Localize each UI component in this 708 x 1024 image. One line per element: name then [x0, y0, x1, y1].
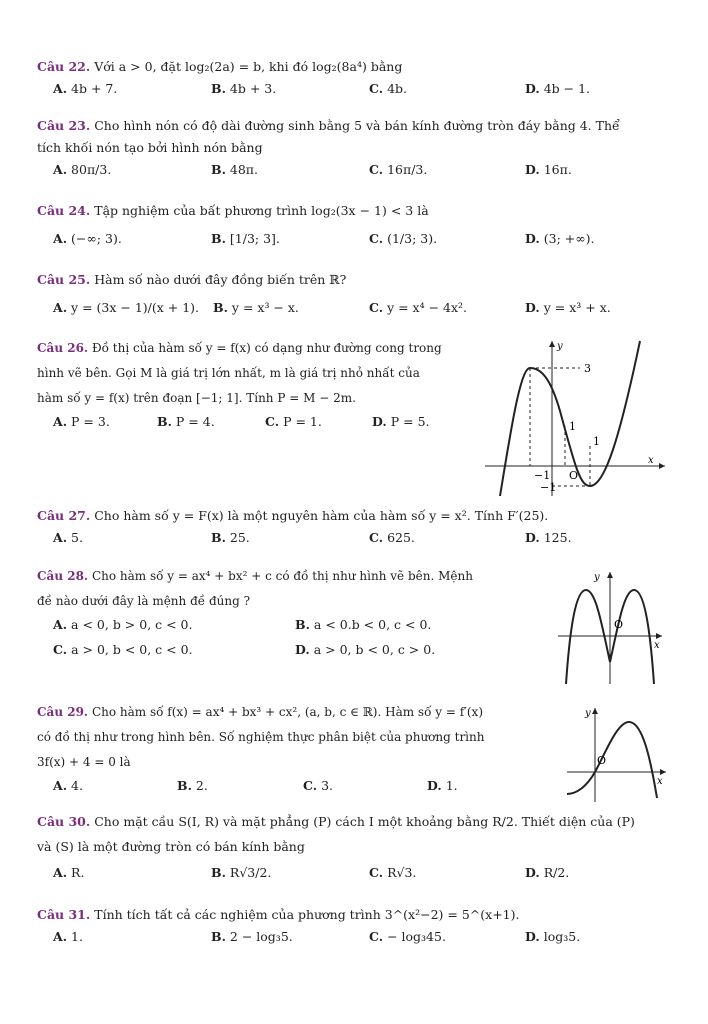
x-axis-arrow [656, 633, 662, 639]
graph-29-svg [565, 702, 670, 802]
question-stem: 3f(x) + 4 = 0 là [37, 755, 131, 769]
option-a[interactable]: A. (−∞; 3). [53, 231, 122, 246]
option-a[interactable]: A. 1. [53, 929, 83, 944]
option-b[interactable]: B. y = x³ − x. [213, 300, 299, 315]
option-c[interactable]: C. 3. [303, 778, 334, 793]
tick-label: 1 [593, 435, 600, 448]
option-c[interactable]: C. (1/3; 3). [369, 231, 438, 246]
option-c[interactable]: C. y = x⁴ − 4x². [369, 300, 468, 315]
tick-label: 1 [569, 420, 576, 433]
question-stem: Cho hàm số f(x) = ax⁴ + bx³ + cx², (a, b, c ∈ ℝ). Hàm số y = f′(x) [91, 705, 483, 719]
question-label: Câu 30. [37, 814, 91, 829]
option-d[interactable]: D. P = 5. [372, 414, 430, 429]
question-stem: Đồ thị của hàm số y = f(x) có dạng như đường cong trong [91, 341, 442, 355]
answer-options [37, 775, 557, 797]
option-a[interactable]: A. R. [53, 865, 85, 880]
answer-options [37, 639, 547, 664]
question-31 [37, 904, 667, 948]
tick-label: 3 [584, 362, 591, 375]
question-stem: có đồ thị như trong hình bên. Số nghiệm thực phân biệt của phương trình [37, 730, 485, 744]
option-c[interactable]: C. − log₃45. [369, 929, 446, 944]
origin-label: O [569, 469, 579, 482]
option-c[interactable]: C. 16π/3. [369, 162, 428, 177]
option-b[interactable]: B. 2 − log₃5. [211, 929, 293, 944]
option-a[interactable]: A. 4b + 7. [53, 81, 118, 96]
option-a[interactable]: A. 80π/3. [53, 162, 112, 177]
option-b[interactable]: B. R√3/2. [211, 865, 272, 880]
y-axis-label: y [594, 572, 600, 583]
answer-options [37, 614, 547, 639]
graph-figure-26 [480, 336, 670, 496]
question-stem: Cho mặt cầu S(I, R) và mặt phẳng (P) cách I một khoảng bằng R/2. Thiết diện của (P) [94, 814, 635, 829]
y-axis-label: y [557, 341, 563, 352]
option-d[interactable]: D. 1. [427, 778, 458, 793]
x-axis-label: x [657, 776, 663, 787]
answer-options [37, 159, 667, 185]
x-axis-arrow [660, 769, 666, 775]
option-d[interactable]: D. y = x³ + x. [525, 300, 611, 315]
function-curve [567, 722, 657, 798]
option-a[interactable]: A. y = (3x − 1)/(x + 1). [53, 300, 200, 315]
origin-label: O [614, 618, 624, 631]
option-d[interactable]: D. R/2. [525, 865, 570, 880]
answer-options [37, 411, 477, 433]
option-c[interactable]: C. 4b. [369, 81, 408, 96]
question-30 [37, 808, 667, 892]
question-29 [37, 700, 557, 797]
option-b[interactable]: B. P = 4. [157, 414, 215, 429]
option-d[interactable]: D. 125. [525, 530, 572, 545]
question-28 [37, 564, 547, 664]
option-a[interactable]: A. 5. [53, 530, 83, 545]
option-d[interactable]: D. 4b − 1. [525, 81, 591, 96]
question-label: Câu 27. [37, 508, 91, 523]
question-25 [37, 269, 667, 321]
question-stem: Với a > 0, đặt log₂(2a) = b, khi đó log₂(8a⁴) bằng [94, 59, 403, 74]
option-d[interactable]: D. (3; +∞). [525, 231, 595, 246]
question-stem: hàm số y = f(x) trên đoạn [−1; 1]. Tính P = M − 2m. [37, 391, 356, 405]
question-label: Câu 31. [37, 907, 91, 922]
option-d[interactable]: D. a > 0, b < 0, c > 0. [295, 642, 436, 657]
y-axis-arrow [592, 708, 598, 714]
question-stem: Cho hàm số y = F(x) là một nguyên hàm của hàm số y = x². Tính F′(25). [94, 508, 549, 523]
option-a[interactable]: A. 4. [53, 778, 83, 793]
question-stem: và (S) là một đường tròn có bán kính bằng [37, 839, 305, 854]
y-axis-arrow [607, 572, 613, 578]
tick-label: −1 [540, 481, 557, 494]
x-axis-label: x [648, 455, 654, 466]
question-stem: hình vẽ bên. Gọi M là giá trị lớn nhất, m là giá trị nhỏ nhất của [37, 366, 420, 380]
origin-label: O [597, 754, 607, 767]
answer-options [37, 297, 667, 327]
option-b[interactable]: B. [1/3; 3]. [211, 231, 280, 246]
question-label: Câu 23. [37, 118, 91, 133]
graph-figure-29 [565, 702, 670, 802]
option-b[interactable]: B. a < 0.b < 0, c < 0. [295, 617, 432, 632]
answer-options [37, 527, 667, 549]
option-c[interactable]: C. P = 1. [265, 414, 322, 429]
x-axis-arrow [659, 463, 665, 469]
question-stem: đề nào dưới đây là mệnh đề đúng ? [37, 594, 251, 608]
question-stem: Cho hình nón có độ dài đường sinh bằng 5 và bán kính đường tròn đáy bằng 4. Thể [94, 118, 620, 133]
question-label: Câu 22. [37, 59, 91, 74]
option-c[interactable]: C. 625. [369, 530, 415, 545]
option-d[interactable]: D. log₃5. [525, 929, 581, 944]
question-stem: tích khối nón tạo bởi hình nón bằng [37, 140, 263, 155]
y-axis-arrow [549, 341, 555, 347]
question-27 [37, 505, 667, 549]
graph-figure-28 [556, 566, 666, 684]
option-a[interactable]: A. a < 0, b > 0, c < 0. [53, 617, 193, 632]
question-stem: Hàm số nào dưới đây đồng biến trên ℝ? [94, 272, 347, 287]
question-23 [37, 115, 667, 185]
tick-label: −1 [534, 469, 551, 482]
option-b[interactable]: B. 48π. [211, 162, 259, 177]
question-24 [37, 200, 667, 252]
answer-options [37, 78, 667, 100]
question-label: Câu 29. [37, 705, 89, 719]
question-label: Câu 25. [37, 272, 91, 287]
answer-options [37, 862, 667, 896]
question-label: Câu 26. [37, 341, 89, 355]
graph-28-svg [556, 566, 666, 684]
answer-options [37, 228, 667, 258]
question-26 [37, 336, 477, 433]
graph-26-svg [480, 336, 670, 496]
question-stem: Tập nghiệm của bất phương trình log₂(3x − 1) < 3 là [94, 203, 429, 218]
question-22 [37, 56, 667, 100]
question-stem: Tính tích tất cả các nghiệm của phương trình 3^(x²−2) = 5^(x+1). [94, 907, 520, 922]
option-b[interactable]: B. 25. [211, 530, 250, 545]
question-stem: Cho hàm số y = ax⁴ + bx² + c có đồ thị như hình vẽ bên. Mệnh [91, 569, 473, 583]
answer-options [37, 926, 667, 948]
y-axis-label: y [585, 708, 591, 719]
option-c[interactable]: C. a > 0, b < 0, c < 0. [53, 642, 193, 657]
option-a[interactable]: A. P = 3. [53, 414, 110, 429]
option-b[interactable]: B. 2. [177, 778, 208, 793]
option-c[interactable]: C. R√3. [369, 865, 417, 880]
option-b[interactable]: B. 4b + 3. [211, 81, 277, 96]
x-axis-label: x [654, 640, 660, 651]
question-label: Câu 24. [37, 203, 91, 218]
option-d[interactable]: D. 16π. [525, 162, 572, 177]
question-label: Câu 28. [37, 569, 89, 583]
